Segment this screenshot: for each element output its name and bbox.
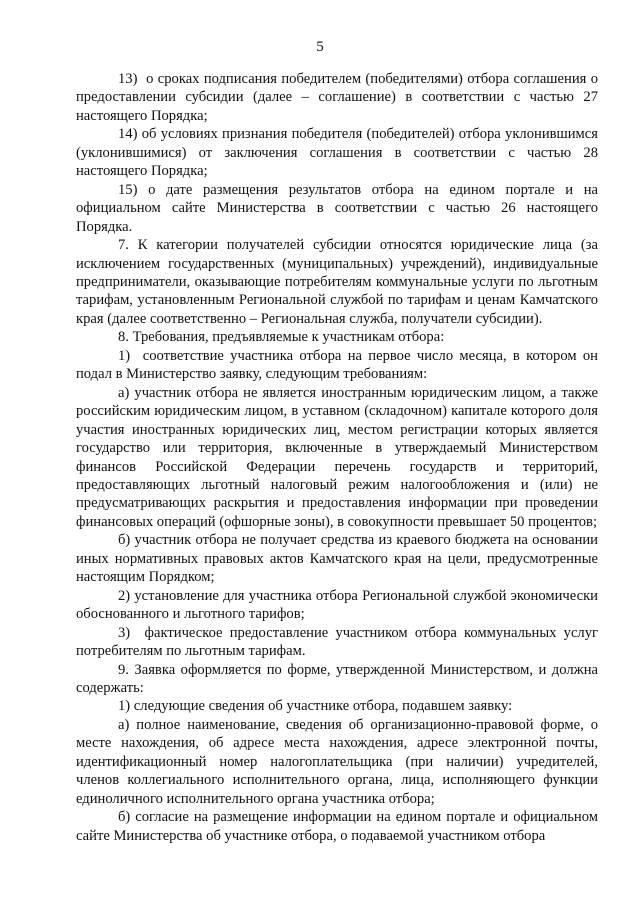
paragraph-8-item-1: 1) соответствие участника отбора на первое число месяца, в котором он подал в Министерство заявку, следующим требованиям: (76, 347, 598, 383)
paragraph-8-item-1a: а) участник отбора не является иностранным юридическим лицом, а также российским юридическим лицом, в уставном (складочном) капитале которого доля участия иностранных юридических лиц, местом регистрации которых является государство или территория, включенные в утверждаемый Министерством финансов Российской Федерации перечень государств и территорий, предоставляющих льготный налоговый режим налогообложения и (или) не предусматривающих раскрытия и предоставления информации при проведении финансовых операций (офшорные зоны), в совокупности превышает 50 процентов; (76, 384, 598, 530)
paragraph-8-item-2: 2) установление для участника отбора Региональной службой экономически обоснованного и льготного тарифов; (76, 587, 598, 623)
paragraph-14: 14) об условиях признания победителя (победителей) отбора уклонившимся (уклонившимися) от заключения соглашения в соответствии с частью 28 настоящего Порядка; (76, 126, 598, 180)
paragraph-15: 15) о дате размещения результатов отбора на едином портале и на официальном сайте Министерства в соответствии с частью 26 настоящего Порядка. (76, 181, 598, 235)
paragraph-13: 13) о сроках подписания победителем (победителями) отбора соглашения о предоставлении субсидии (далее – соглашение) в соответствии с частью 27 настоящего Порядка; (76, 71, 598, 124)
paragraph-7-recipients: 7. К категории получателей субсидии относятся юридические лица (за исключением государственных (муниципальных) учреждений), индивидуальные предприниматели, оказывающие потребителям коммунальные услуги по льготным тарифам, установленным Региональной службой по тарифам и ценам Камчатского края (далее соответственно – Региональная служба, получатели субсидии). (76, 237, 598, 327)
paragraph-8-requirements: 8. Требования, предъявляемые к участникам отбора: (118, 329, 445, 346)
paragraph-9-item-1b: б) согласие на размещение информации на едином портале и официальном сайте Министерства об участнике отбора, о подаваемой участником отбора (76, 809, 598, 844)
paragraph-8-item-3: 3) фактическое предоставление участником отбора коммунальных услуг потребителям по льготным тарифам. (76, 624, 598, 660)
paragraph-9-item-1: 1) следующие сведения об участнике отбора, подавшем заявку: (118, 698, 513, 715)
paragraph-9-item-1a: а) полное наименование, сведения об организационно-правовой форме, о месте нахождения, об адресе места нахождения, адресе электронной почты, идентификационный номер налогоплательщика (при наличии) учредителей, членов коллегиального исполнительного органа, лица, исполняющего функции единоличного исполнительного органа участника отбора; (76, 716, 598, 807)
document-body (76, 70, 598, 845)
paragraph-8-item-1b: б) участник отбора не получает средства из краевого бюджета на основании иных нормативных правовых актов Камчатского края на цели, предусмотренные настоящим Порядком; (76, 532, 598, 586)
paragraph-9-application: 9. Заявка оформляется по форме, утвержденной Министерством, и должна содержать: (76, 661, 598, 696)
page-number: 5 (316, 39, 324, 55)
